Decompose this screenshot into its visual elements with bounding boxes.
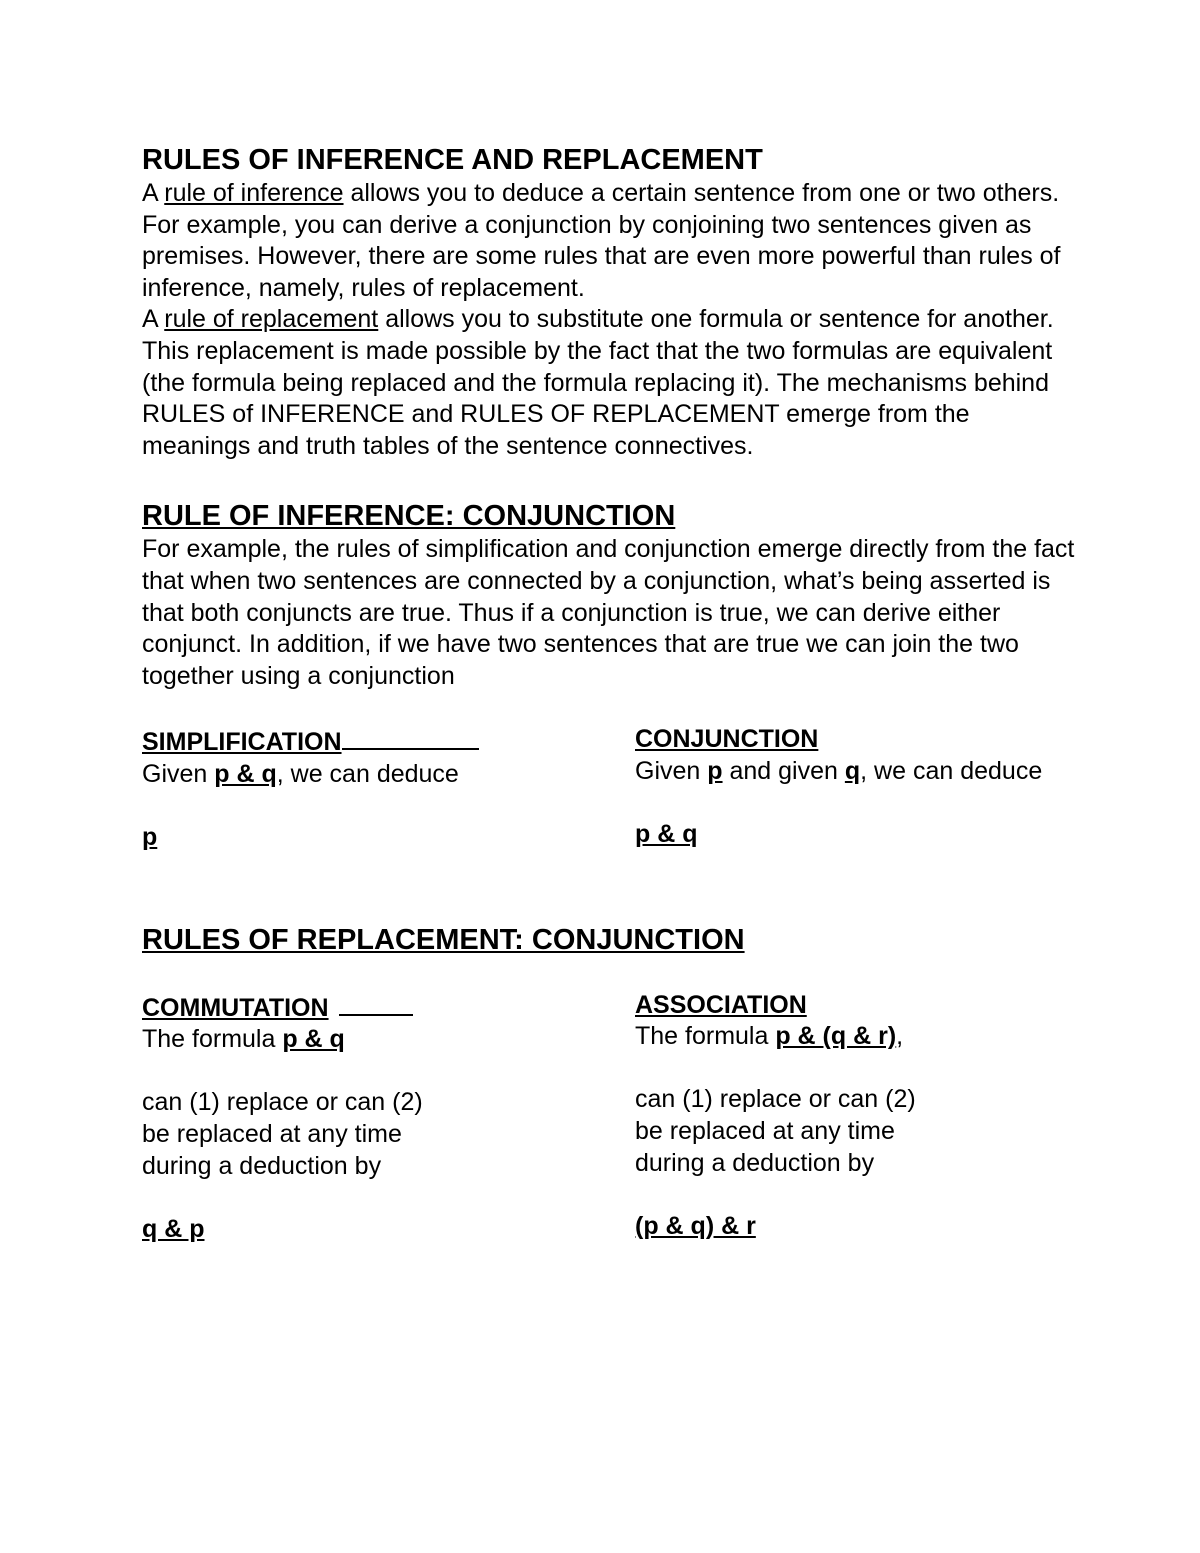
commutation-block <box>142 990 635 1246</box>
conjunction-result: p & q <box>635 820 698 849</box>
heading-underline <box>339 990 413 1016</box>
commutation-heading: COMMUTATION <box>142 993 329 1022</box>
given-label: Given <box>142 759 215 788</box>
simplification-heading: SIMPLIFICATION <box>142 728 342 757</box>
commutation-line-3: during a deduction by <box>142 1151 382 1180</box>
document-page <box>142 142 1082 1245</box>
formula-suffix: , <box>896 1022 904 1051</box>
simplification-result: p <box>142 823 158 852</box>
given-label: Given <box>635 756 708 785</box>
conjunction-heading: CONJUNCTION <box>635 725 819 754</box>
formula-label: The formula <box>142 1025 283 1054</box>
conjunction-premise-1: p <box>707 756 723 785</box>
term-rule-of-replacement: rule of replacement <box>164 305 379 334</box>
association-heading: ASSOCIATION <box>635 990 807 1019</box>
replacement-rules <box>142 990 1082 1246</box>
given-connector: and given <box>722 756 845 785</box>
association-line-2: be replaced at any time <box>635 1117 895 1146</box>
association-line-1: can (1) replace or can (2) <box>635 1085 916 1114</box>
given-suffix: , we can deduce <box>860 756 1043 785</box>
intro-p1-body: allows you to deduce a certain sentence from one or two others. For example, you can derive a conjunction by conjoining two sentences given as premises. However, there are some rules that are even more powerful than rules of inference, namely, rules of replacement. <box>142 179 1061 302</box>
term-rule-of-inference: rule of inference <box>164 179 344 207</box>
inference-paragraph: For example, the rules of simplification and conjunction emerge directly from the fact that when two sentences are connected by a conjunction, what’s being asserted is that both conjuncts are true. Thus if a conjunction is true, we can derive either conjunct. In addition, if we have two sentences that are true we can join the two together using a conjunction <box>142 535 1075 690</box>
association-formula: p & (q & r) <box>775 1022 897 1051</box>
commutation-line-2: be replaced at any time <box>142 1120 402 1149</box>
replacement-section-title: RULES OF REPLACEMENT: CONJUNCTION <box>142 923 745 956</box>
association-line-3: during a deduction by <box>635 1148 875 1177</box>
heading-underline <box>342 724 479 750</box>
inference-section-title: RULE OF INFERENCE: CONJUNCTION <box>142 500 676 533</box>
intro-paragraph-replacement <box>142 304 1082 462</box>
main-title: RULES OF INFERENCE AND REPLACEMENT <box>142 144 763 176</box>
simplification-heading-row <box>142 724 635 759</box>
inference-rules <box>142 724 1082 853</box>
intro-p2-body: allows you to substitute one formula or sentence for another. This replacement is made possible by the fact that the two formulas are equivalent (the formula being replaced and the formula replacing it). The mechanisms behind RULES of INFERENCE and RULES OF REPLACEMENT emerge from the meanings and truth tables of the sentence connectives. <box>142 305 1054 460</box>
simplification-given <box>142 759 635 791</box>
formula-label: The formula <box>635 1022 776 1051</box>
intro-p2-lead: A <box>142 305 165 334</box>
conjunction-premise-2: q <box>844 756 861 785</box>
commutation-heading-row <box>142 990 635 1025</box>
commutation-line-1: can (1) replace or can (2) <box>142 1088 423 1117</box>
conjunction-given <box>635 756 1075 788</box>
commutation-formula-line <box>142 1024 635 1056</box>
simplification-premise-formula: p & q <box>214 759 277 788</box>
conjunction-block <box>635 724 1075 853</box>
commutation-formula: p & q <box>282 1025 345 1054</box>
commutation-result: q & p <box>142 1214 205 1243</box>
association-formula-line <box>635 1021 1075 1053</box>
association-result: (p & q) & r <box>635 1211 756 1240</box>
simplification-block <box>142 724 635 853</box>
given-suffix: , we can deduce <box>276 759 459 788</box>
intro-p1-lead: A <box>142 179 165 207</box>
association-block <box>635 990 1075 1246</box>
intro-paragraph-inference <box>142 178 1082 304</box>
